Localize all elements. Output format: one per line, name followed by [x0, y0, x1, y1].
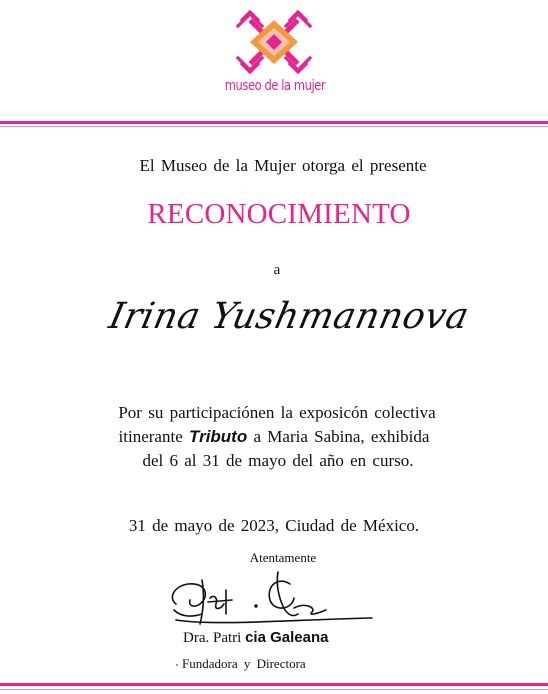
signer-name: [183, 629, 328, 647]
paragraph-line-3: del 6 al 31 de mayo del año en curso.: [142, 451, 414, 470]
museum-logo-icon: [236, 6, 312, 78]
certificate-title: RECONOCIMIENTO: [147, 198, 411, 230]
recipient-name: Irina Yushmannova: [105, 296, 473, 337]
work-title: Tributo: [189, 427, 248, 446]
signer-role-text: Fundadora y Directora: [182, 656, 306, 671]
bottom-divider: [0, 683, 548, 686]
signer-role: [176, 656, 306, 672]
paragraph-line-2-end: a Maria Sabina, exhibida: [247, 427, 430, 446]
top-divider: [0, 121, 548, 124]
paragraph-line-2: [0, 427, 548, 447]
top-divider-thin: [0, 126, 548, 127]
recipient-preposition: a: [273, 262, 281, 278]
museum-logo: [200, 4, 350, 104]
bullet-dot: [176, 664, 178, 666]
intro-line: El Museo de la Mujer otorga el presente: [139, 156, 427, 175]
logo-text: museo de la mujer: [224, 78, 326, 94]
closing: Atentamente: [249, 550, 317, 565]
paragraph-line-1: Por su participaciónen la exposicón colectiva: [118, 403, 436, 422]
signer-name-first: Dra. Patri: [183, 630, 246, 646]
date-place: 31 de mayo de 2023, Ciudad de México.: [128, 516, 420, 535]
signature-image: [166, 568, 386, 632]
bottom-divider-thin: [0, 689, 548, 690]
paragraph-line-2-start: itinerante: [118, 427, 189, 446]
signer-name-last: cia Galeana: [245, 629, 329, 646]
